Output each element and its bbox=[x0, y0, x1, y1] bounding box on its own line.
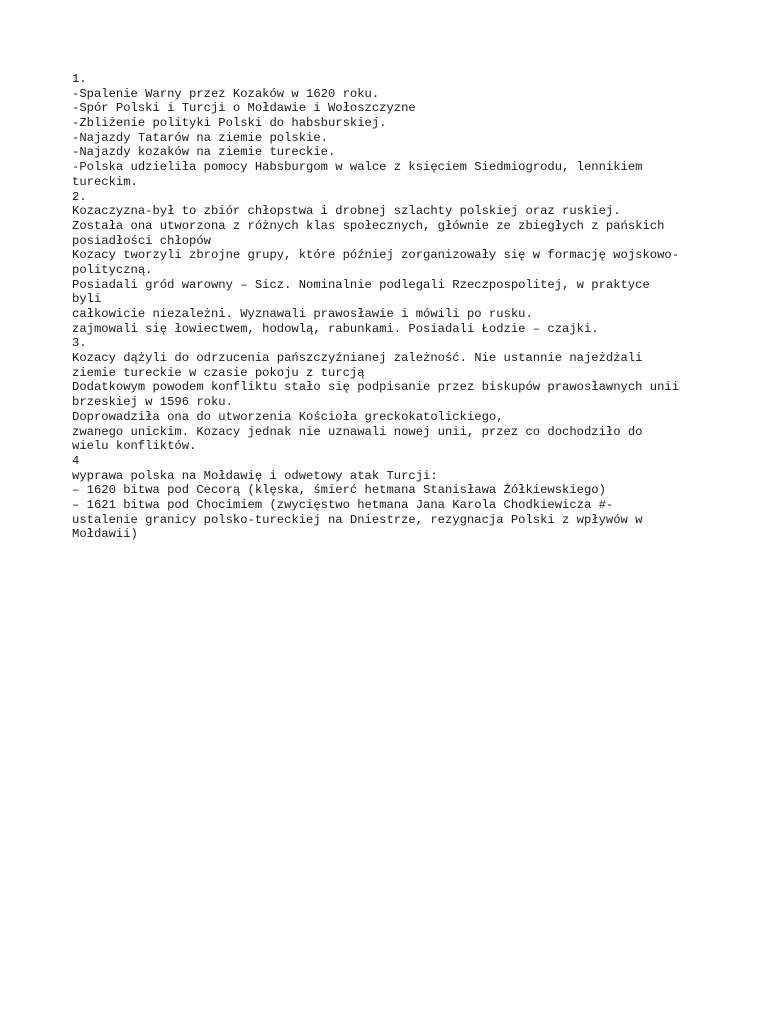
text-line: zwanego unickim. Kozacy jednak nie uznawali nowej unii, przez co dochodziło do bbox=[72, 424, 643, 439]
section-number: 1. bbox=[72, 72, 87, 86]
text-line: – 1620 bitwa pod Cecorą (klęska, śmierć hetmana Stanisława Żółkiewskiego) bbox=[72, 483, 606, 498]
text-line: Doprowadziła ona do utworzenia Kościoła greckokatolickiego, bbox=[72, 409, 504, 424]
text-line: -Najazdy Tatarów na ziemie polskie. bbox=[72, 130, 328, 145]
text-line: wyprawa polska na Mołdawię i odwetowy atak Turcji: bbox=[72, 468, 438, 483]
section-number: 4 bbox=[72, 453, 80, 468]
text-line: – 1621 bitwa pod Chocimiem (zwycięstwo hetmana Jana Karola Chodkiewicza #- bbox=[72, 497, 614, 512]
text-line: -Polska udzieliła pomocy Habsburgom w walce z księciem Siedmiogrodu, lennikiem bbox=[72, 160, 643, 175]
text-line: Posiadali gród warowny – Sicz. Nominalnie podlegali Rzeczpospolitej, w praktyce bbox=[72, 277, 650, 292]
text-line: ziemie tureckie w czasie pokoju z turcją bbox=[72, 365, 365, 380]
text-line: Mołdawii) bbox=[72, 527, 138, 542]
text-line: byli bbox=[72, 292, 102, 307]
text-line: Kozacy tworzyli zbrojne grupy, które później zorganizowały się w formację wojskowo- bbox=[72, 248, 680, 263]
text-line: tureckim. bbox=[72, 174, 138, 189]
text-line: Dodatkowym powodem konfliktu stało się podpisanie przez biskupów prawosławnych unii bbox=[72, 380, 680, 395]
text-line: polityczną. bbox=[72, 262, 153, 277]
text-line: -Spalenie Warny przez Kozaków w 1620 roku. bbox=[72, 86, 380, 101]
text-line: -Spór Polski i Turcji o Mołdawie i Wołoszczyzne bbox=[72, 101, 416, 116]
document-text bbox=[72, 72, 702, 542]
text-line: brzeskiej w 1596 roku. bbox=[72, 395, 233, 410]
text-line: zajmowali się łowiectwem, hodowlą, rabunkami. Posiadali Łodzie – czajki. bbox=[72, 321, 599, 336]
text-line: Kozacy dążyli do odrzucenia pańszczyźnianej zależność. Nie ustannie najeżdżali bbox=[72, 351, 643, 366]
section-number: 2. bbox=[72, 189, 87, 204]
text-line: wielu konfliktów. bbox=[72, 439, 197, 454]
text-line: -Najazdy kozaków na ziemie tureckie. bbox=[72, 145, 336, 160]
text-line: całkowicie niezależni. Wyznawali prawosławie i mówili po rusku. bbox=[72, 307, 533, 321]
text-line: Kozaczyzna-był to zbiór chłopstwa i drobnej szlachty polskiej oraz ruskiej. bbox=[72, 204, 621, 219]
section-number: 3. bbox=[72, 336, 87, 351]
text-line: Została ona utworzona z różnych klas społecznych, głównie ze zbiegłych z pańskich bbox=[72, 218, 665, 233]
text-line: ustalenie granicy polsko-tureckiej na Dniestrze, rezygnacja Polski z wpływów w bbox=[72, 512, 643, 527]
text-line: posiadłości chłopów bbox=[72, 233, 211, 248]
text-line: -Zbliżenie polityki Polski do habsburskiej. bbox=[72, 116, 387, 131]
